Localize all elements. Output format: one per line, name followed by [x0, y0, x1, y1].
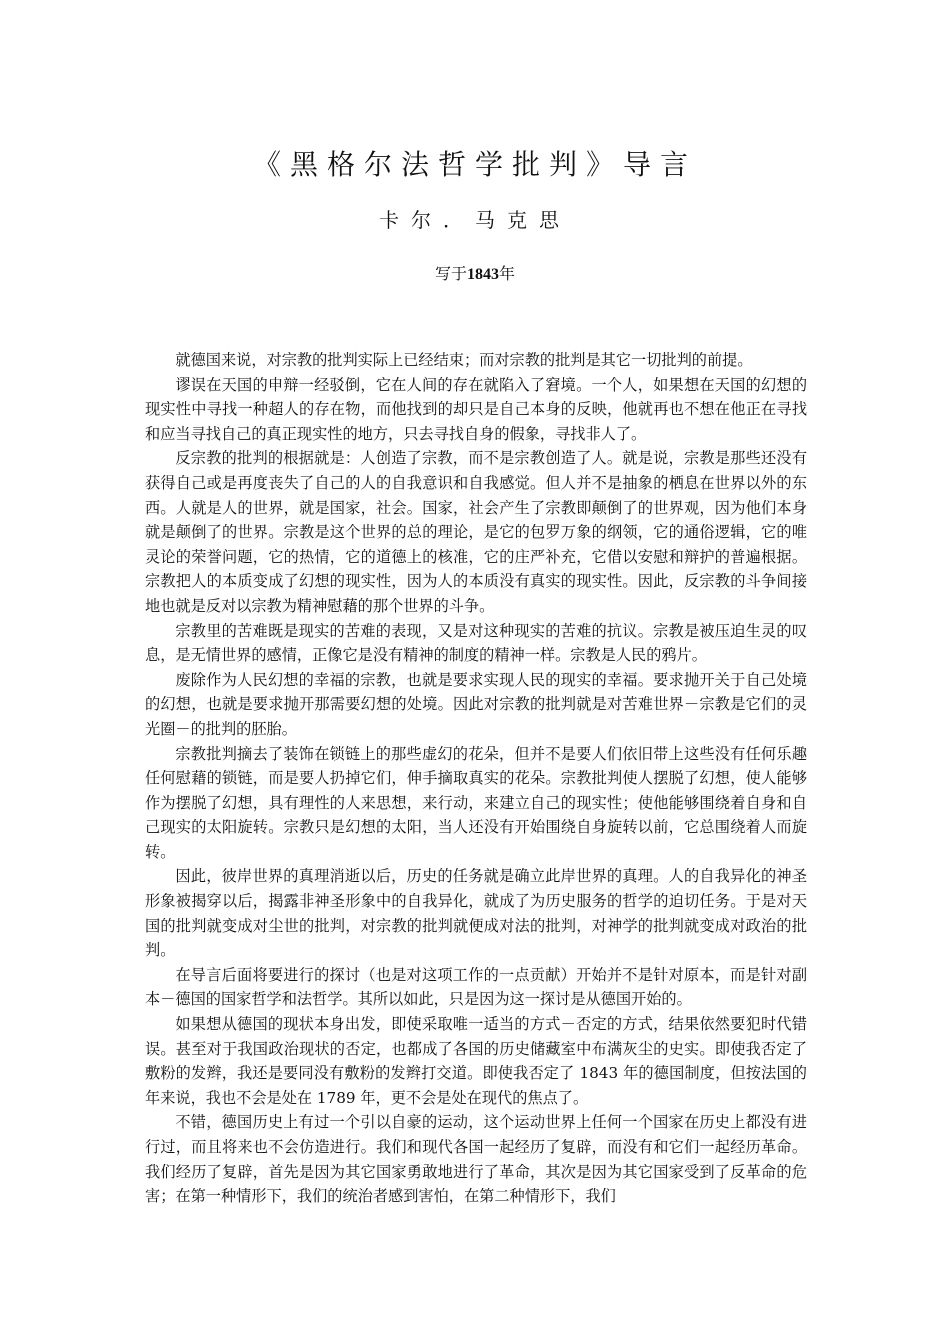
paragraph-3: 反宗教的批判的根据就是：人创造了宗教，而不是宗教创造了人。就是说，宗教是那些还没有获得自己或是再度丧失了自己的人的自我意识和自我感觉。但人并不是抽象的栖息在世界以外的东西。人就是人的世界，就是国家，社会。国家，社会产生了宗教即颠倒了的世界观，因为他们本身就是颠倒了的世界。宗教是这个世界的总的理论，是它的包罗万象的纲领，它的通俗逻辑，它的唯灵论的荣誉问题，它的热情，它的道德上的核准，它的庄严补充，它借以安慰和辩护的普遍根据。宗教把人的本质变成了幻想的现实性，因为人的本质没有真实的现实性。因此，反宗教的斗争间接地也就是反对以宗教为精神慰藉的那个世界的斗争。 — [145, 449, 807, 615]
written-date — [0, 262, 950, 287]
document-author: 卡尔．马克思 — [379, 208, 571, 232]
paragraph-7: 因此，彼岸世界的真理消逝以后，历史的任务就是确立此岸世界的真理。人的自我异化的神圣形象被揭穿以后，揭露非神圣形象中的自我异化，就成了为历史服务的哲学的迫切任务。于是对天国的批判就变成对尘世的批判，对宗教的批判就便成对法的批判，对神学的批判就变成对政治的批判。 — [145, 867, 807, 960]
written-suffix: 年 — [499, 264, 516, 283]
document-title: 《黑格尔法哲学批判》导言 — [252, 148, 697, 181]
paragraph-1: 就德国来说，对宗教的批判实际上已经结束；而对宗教的批判是其它一切批判的前提。 — [175, 351, 753, 369]
paragraph-5: 废除作为人民幻想的幸福的宗教，也就是要求实现人民的现实的幸福。要求抛开关于自己处境的幻想，也就是要求抛开那需要幻想的处境。因此对宗教的批判就是对苦难世界－宗教是它们的灵光圈－的批判的胚胎。 — [145, 670, 807, 738]
paragraph-8: 在导言后面将要进行的探讨（也是对这项工作的一点贡献）开始并不是针对原本，而是针对副本－德国的国家哲学和法哲学。其所以如此，只是因为这一探讨是从德国开始的。 — [145, 965, 807, 1009]
paragraph-4: 宗教里的苦难既是现实的苦难的表现，又是对这种现实的苦难的抗议。宗教是被压迫生灵的叹息，是无情世界的感情，正像它是没有精神的制度的精神一样。宗教是人民的鸦片。 — [145, 621, 807, 665]
paragraph-10: 不错，德国历史上有过一个引以自豪的运动，这个运动世界上任何一个国家在历史上都没有进行过，而且将来也不会仿造进行。我们和现代各国一起经历了复辟，而没有和它们一起经历革命。我们经历了复辟，首先是因为其它国家勇敢地进行了革命，其次是因为其它国家受到了反革命的危害；在第一种情形下，我们的统治者感到害怕，在第二种情形下，我们 — [145, 1113, 807, 1206]
paragraph-6: 宗教批判摘去了装饰在锁链上的那些虚幻的花朵，但并不是要人们依旧带上这些没有任何乐趣任何慰藉的锁链，而是要人扔掉它们，伸手摘取真实的花朵。宗教批判使人摆脱了幻想，使人能够作为摆脱了幻想，具有理性的人来思想，来行动，来建立自己的现实性；使他能够围绕着自身和自己现实的太阳旋转。宗教只是幻想的太阳，当人还没有开始围绕自身旋转以前，它总围绕着人而旋转。 — [145, 744, 807, 861]
written-year: 1843 — [467, 266, 499, 283]
written-prefix: 写于 — [434, 264, 467, 283]
document-body — [145, 348, 807, 1209]
paragraph-2: 谬误在天国的申辩一经驳倒，它在人间的存在就陷入了窘境。一个人，如果想在天国的幻想的现实性中寻找一种超人的存在物，而他找到的却只是自己本身的反映，他就再也不想在他正在寻找和应当寻找自己的真正现实性的地方，只去寻找自身的假象，寻找非人了。 — [145, 375, 807, 443]
paragraph-9: 如果想从德国的现状本身出发，即使采取唯一适当的方式－否定的方式，结果依然要犯时代错误。甚至对于我国政治现状的否定，也都成了各国的历史储藏室中布满灰尘的史实。即使我否定了敷粉的发辫，我还是要同没有敷粉的发辫打交道。即使我否定了 1843 年的德国制度，但按法国的年来说，我也不会是处在 1789 年，更不会是处在现代的焦点了。 — [145, 1015, 807, 1107]
